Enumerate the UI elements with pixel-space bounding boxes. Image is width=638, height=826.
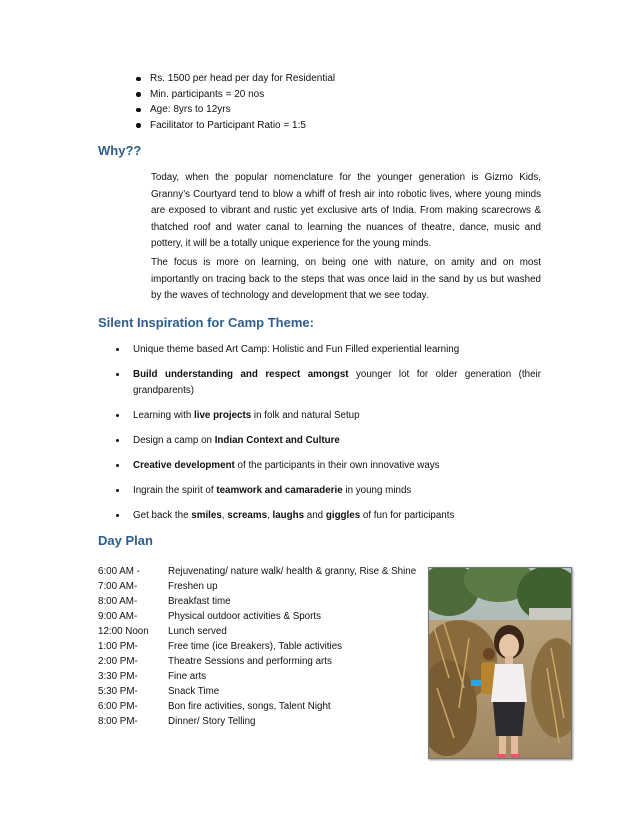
text-segment: ,: [267, 510, 273, 521]
schedule-time: 6:00 AM -: [98, 566, 140, 577]
schedule-row: [98, 669, 416, 684]
bold-text: Build understanding and respect amongst: [133, 369, 349, 380]
schedule-time: 1:00 PM-: [98, 641, 138, 652]
bold-text: teamwork and camaraderie: [216, 485, 343, 496]
text-segment: Design a camp on: [133, 435, 215, 446]
schedule-time: 8:00 PM-: [98, 716, 138, 727]
schedule-activity: Snack Time: [168, 686, 220, 697]
bold-text: screams: [227, 510, 268, 521]
schedule-time: 9:00 AM-: [98, 611, 138, 622]
schedule-row: [98, 654, 416, 669]
schedule-activity: Fine arts: [168, 671, 207, 682]
why-paragraph-2: The focus is more on learning, on being one with nature, on amity and on most importantly on tracing back to the steps that was once laid in the sand by us but washed by the waves of technology and development that we see today.: [151, 257, 541, 301]
text-segment: younger lot for older generation (their grandparents): [133, 369, 541, 396]
schedule-row: [98, 594, 416, 609]
schedule-activity: Bon fire activities, songs, Talent Night: [168, 701, 331, 712]
bold-text: live projects: [194, 410, 252, 421]
schedule-time: 2:00 PM-: [98, 656, 138, 667]
camp-photo: [428, 567, 572, 759]
list-item: Rs. 1500 per head per day for Residential: [150, 71, 335, 87]
text-segment: in young minds: [342, 485, 412, 496]
bold-text: laughs: [272, 510, 305, 521]
text-segment: ,: [221, 510, 228, 521]
text-segment: in folk and natural Setup: [251, 410, 360, 421]
bold-text: Indian Context and Culture: [214, 435, 340, 446]
schedule-row: [98, 579, 416, 594]
schedule-row: [98, 714, 416, 729]
schedule-activity: Dinner/ Story Telling: [168, 716, 256, 727]
list-item: [133, 408, 541, 424]
camp-theme-list: [133, 342, 541, 533]
schedule-row: [98, 699, 416, 714]
list-item: Min. participants = 20 nos: [150, 87, 335, 103]
day-plan-heading: Day Plan: [98, 533, 153, 548]
schedule-activity: Free time (ice Breakers), Table activities: [168, 641, 343, 652]
list-item: [133, 367, 541, 399]
list-item: [133, 342, 541, 358]
day-plan-schedule: [98, 564, 416, 729]
list-item: [133, 433, 541, 449]
schedule-time: 6:00 PM-: [98, 701, 138, 712]
text-segment: Learning with: [133, 410, 194, 421]
why-paragraph-1: Today, when the popular nomenclature for the younger generation is Gizmo Kids, Granny’s Courtyard tend to blow a whiff of fresh air into robotic lives, where young minds are exposed to vibrant and rustic yet exclusive arts of India. From making scarecrows & thatched roof and water canal to learning the nuances of theatre, dance, music and pottery, it will be a totally unique experience for the young minds.: [151, 172, 541, 249]
schedule-activity: Physical outdoor activities & Sports: [168, 611, 322, 622]
schedule-time: 8:00 AM-: [98, 596, 138, 607]
text-segment: Unique theme based Art Camp: Holistic and Fun Filled experiential learning: [133, 344, 460, 355]
camp-theme-heading: Silent Inspiration for Camp Theme:: [98, 315, 314, 330]
bold-text: giggles: [325, 510, 361, 521]
schedule-time: 12:00 Noon: [98, 626, 149, 637]
text-segment: Get back the: [133, 510, 192, 521]
text-segment: of the participants in their own innovative ways: [234, 460, 440, 471]
bold-text: smiles: [191, 510, 222, 521]
list-item: Age: 8yrs to 12yrs: [150, 102, 335, 118]
text-segment: of fun for participants: [360, 510, 455, 521]
schedule-row: [98, 564, 416, 579]
schedule-row: [98, 609, 416, 624]
text-segment: Ingrain the spirit of: [133, 485, 217, 496]
list-item: [133, 508, 541, 524]
girl-with-scarecrow-photo: [429, 568, 571, 758]
schedule-time: 7:00 AM-: [98, 581, 138, 592]
schedule-activity: Theatre Sessions and performing arts: [168, 656, 332, 667]
text-segment: and: [304, 510, 326, 521]
why-heading: Why??: [98, 143, 142, 158]
schedule-activity: Rejuvenating/ nature walk/ health & granny, Rise & Shine: [168, 566, 417, 577]
list-item: [133, 483, 541, 499]
schedule-time: 3:30 PM-: [98, 671, 138, 682]
schedule-activity: Freshen up: [168, 581, 218, 592]
schedule-row: [98, 624, 416, 639]
schedule-time: 5:30 PM-: [98, 686, 138, 697]
bold-text: Creative development: [133, 460, 235, 471]
pricing-bullet-list: [150, 71, 335, 133]
schedule-row: [98, 639, 416, 654]
list-item: [133, 458, 541, 474]
list-item: Facilitator to Participant Ratio = 1:5: [150, 118, 335, 134]
schedule-row: [98, 684, 416, 699]
schedule-activity: Breakfast time: [168, 596, 231, 607]
schedule-activity: Lunch served: [168, 626, 227, 637]
